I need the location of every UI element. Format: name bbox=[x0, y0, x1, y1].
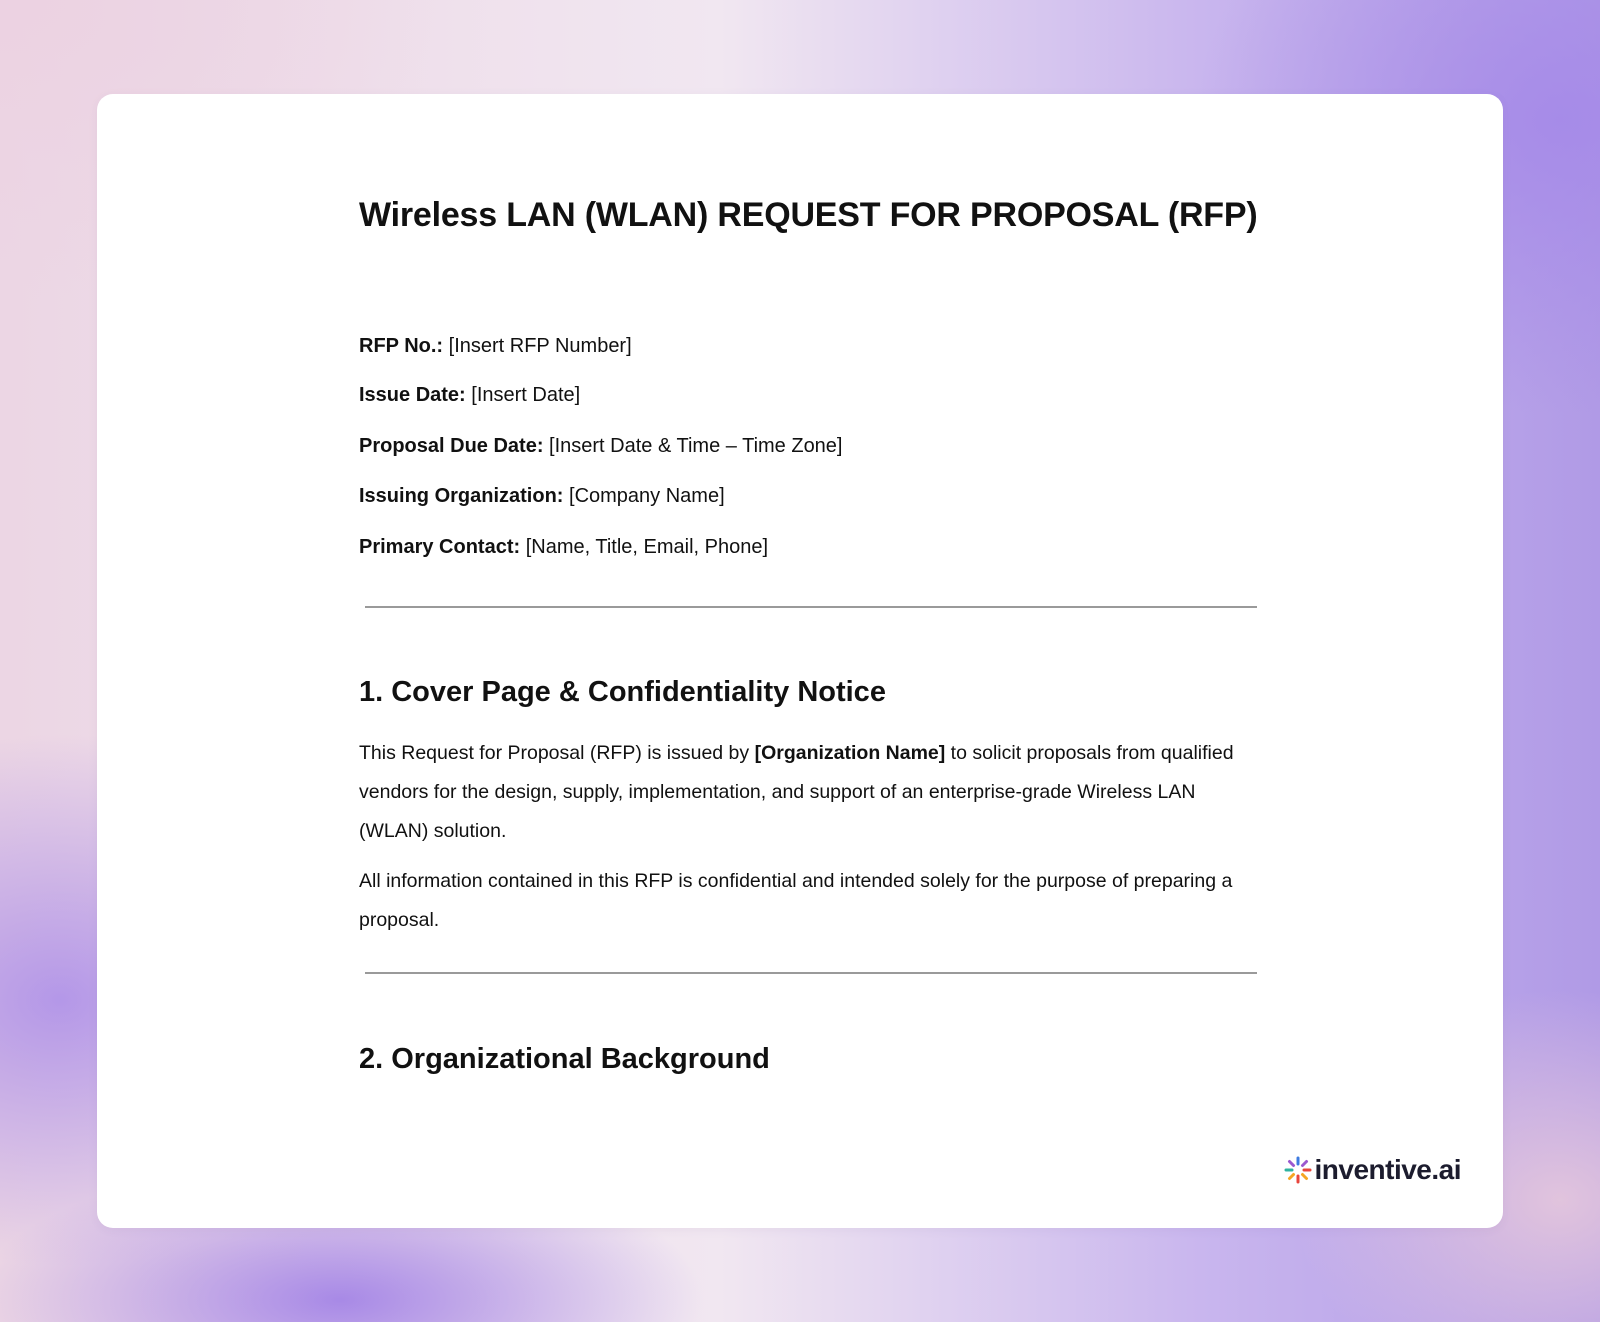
section-divider bbox=[365, 972, 1257, 974]
bracket-open: [ bbox=[754, 742, 762, 764]
meta-issuing-organization bbox=[359, 482, 725, 510]
meta-rfp-number bbox=[359, 332, 632, 360]
organization-name-placeholder: Organization Name bbox=[761, 742, 939, 764]
meta-value: [Insert Date & Time – Time Zone] bbox=[543, 435, 843, 457]
meta-label: Issue Date: bbox=[359, 384, 466, 406]
meta-label: Primary Contact: bbox=[359, 536, 521, 558]
inventive-ai-logo bbox=[1284, 1154, 1461, 1186]
meta-primary-contact bbox=[359, 533, 768, 561]
confidentiality-paragraph: All information contained in this RFP is confidential and intended solely for the purpose of preparing a proposal. bbox=[359, 870, 1233, 931]
meta-label: RFP No.: bbox=[359, 335, 444, 357]
meta-proposal-due-date bbox=[359, 432, 843, 460]
meta-value: [Insert Date] bbox=[465, 384, 581, 406]
cover-page-paragraph: This Request for Proposal (RFP) is issued by [Organization Name] to solicit proposals from qualified vendors for the design, supply, implementation, and support of an enterprise-grade Wireless LAN (WLAN) solution. bbox=[359, 742, 1234, 842]
logo-text: inventive.ai bbox=[1314, 1154, 1461, 1185]
bracket-close: ] bbox=[938, 742, 946, 764]
meta-label: Proposal Due Date: bbox=[359, 435, 544, 457]
meta-value: [Company Name] bbox=[563, 485, 725, 507]
document-title: Wireless LAN (WLAN) REQUEST FOR PROPOSAL (RFP) bbox=[359, 196, 1258, 234]
section-divider bbox=[365, 606, 1257, 608]
section-heading-organizational-background: 2. Organizational Background bbox=[359, 1043, 770, 1075]
meta-value: [Name, Title, Email, Phone] bbox=[520, 536, 769, 558]
section-heading-cover-page: 1. Cover Page & Confidentiality Notice bbox=[359, 676, 886, 708]
meta-value: [Insert RFP Number] bbox=[443, 335, 632, 357]
document-card bbox=[97, 94, 1503, 1228]
meta-label: Issuing Organization: bbox=[359, 485, 564, 507]
sparkle-burst-icon bbox=[1284, 1156, 1312, 1184]
meta-issue-date bbox=[359, 381, 580, 409]
